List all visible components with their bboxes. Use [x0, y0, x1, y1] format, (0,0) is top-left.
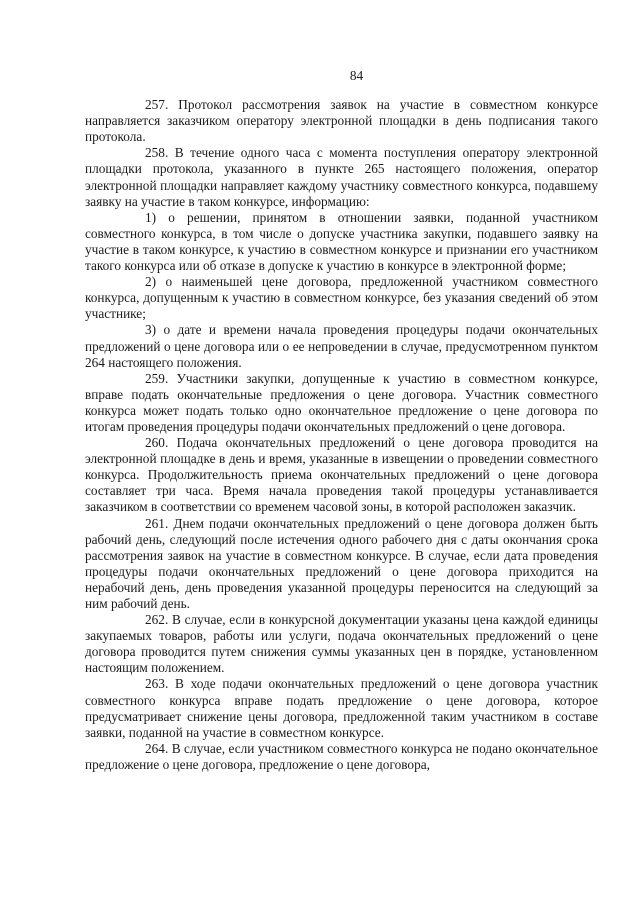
- paragraph-258-item-1: 1) о решении, принятом в отношении заявки, поданной участником совместного конкурса, в том числе о допуске участника закупки, подавшего заявку на участие в таком конкурсе, к участию в совместном конкурсе и признании его участником такого конкурса или об отказе в допуске к участию в конкурсе в электронной форме;: [85, 209, 598, 274]
- paragraph-257: 257. Протокол рассмотрения заявок на участие в совместном конкурсе направляется заказчиком оператору электронной площадки в день подписания такого протокола.: [85, 97, 598, 145]
- paragraph-262: 262. В случае, если в конкурсной документации указаны цена каждой единицы закупаемых товаров, работы или услуги, подача окончательных предложений о цене договора проводится путем снижения суммы указанных цен в порядке, установленном настоящим положением.: [85, 612, 598, 676]
- paragraph-264: 264. В случае, если участником совместного конкурса не подано окончательное предложение о цене договора, предложение о цене договора,: [85, 740, 598, 772]
- paragraph-263: 263. В ходе подачи окончательных предложений о цене договора участник совместного конкурса вправе подать предложение о цене договора, которое предусматривает снижение цены договора, предложенной таким участником в составе заявки, поданной на участие в совместном конкурсе.: [85, 676, 598, 740]
- paragraph-258-item-3: 3) о дате и времени начала проведения процедуры подачи окончательных предложений о цене договора или о ее непроведении в случае, предусмотренном пунктом 264 настоящего положения.: [85, 322, 598, 370]
- paragraph-258-item-2: 2) о наименьшей цене договора, предложенной участником совместного конкурса, допущенным к участию в совместном конкурсе, без указания сведений об этом участнике;: [85, 274, 598, 322]
- paragraph-260: 260. Подача окончательных предложений о цене договора проводится на электронной площадке в день и время, указанные в извещении о проведении совместного конкурса. Продолжительность приема окончательных предложений о цене договора составляет три часа. Время начала проведения такой процедуры устанавливается заказчиком в соответствии со временем часовой зоны, в которой расположен заказчик.: [85, 435, 598, 515]
- paragraph-261: 261. Днем подачи окончательных предложений о цене договора должен быть рабочий день, следующий после истечения одного рабочего дня с даты окончания срока рассмотрения заявок на участие в совместном конкурсе. В случае, если дата проведения процедуры подачи окончательных предложений о цене договора приходится на нерабочий день, день проведения указанной процедуры переносится на следующий за ним рабочий день.: [85, 515, 598, 611]
- page-number: 84: [349, 68, 364, 83]
- paragraph-258: 258. В течение одного часа с момента поступления оператору электронной площадки протокола, указанного в пункте 265 настоящего положения, оператор электронной площадки направляет каждому участнику совместного конкурса, подавшему заявку на участие в таком конкурсе, информацию:: [85, 145, 598, 209]
- paragraph-259: 259. Участники закупки, допущенные к участию в совместном конкурсе, вправе подать окончательные предложения о цене договора. Участник совместного конкурса может подать только одно окончательное предложение о цене договора по итогам проведения процедуры подачи окончательных предложений о цене договора.: [85, 370, 598, 434]
